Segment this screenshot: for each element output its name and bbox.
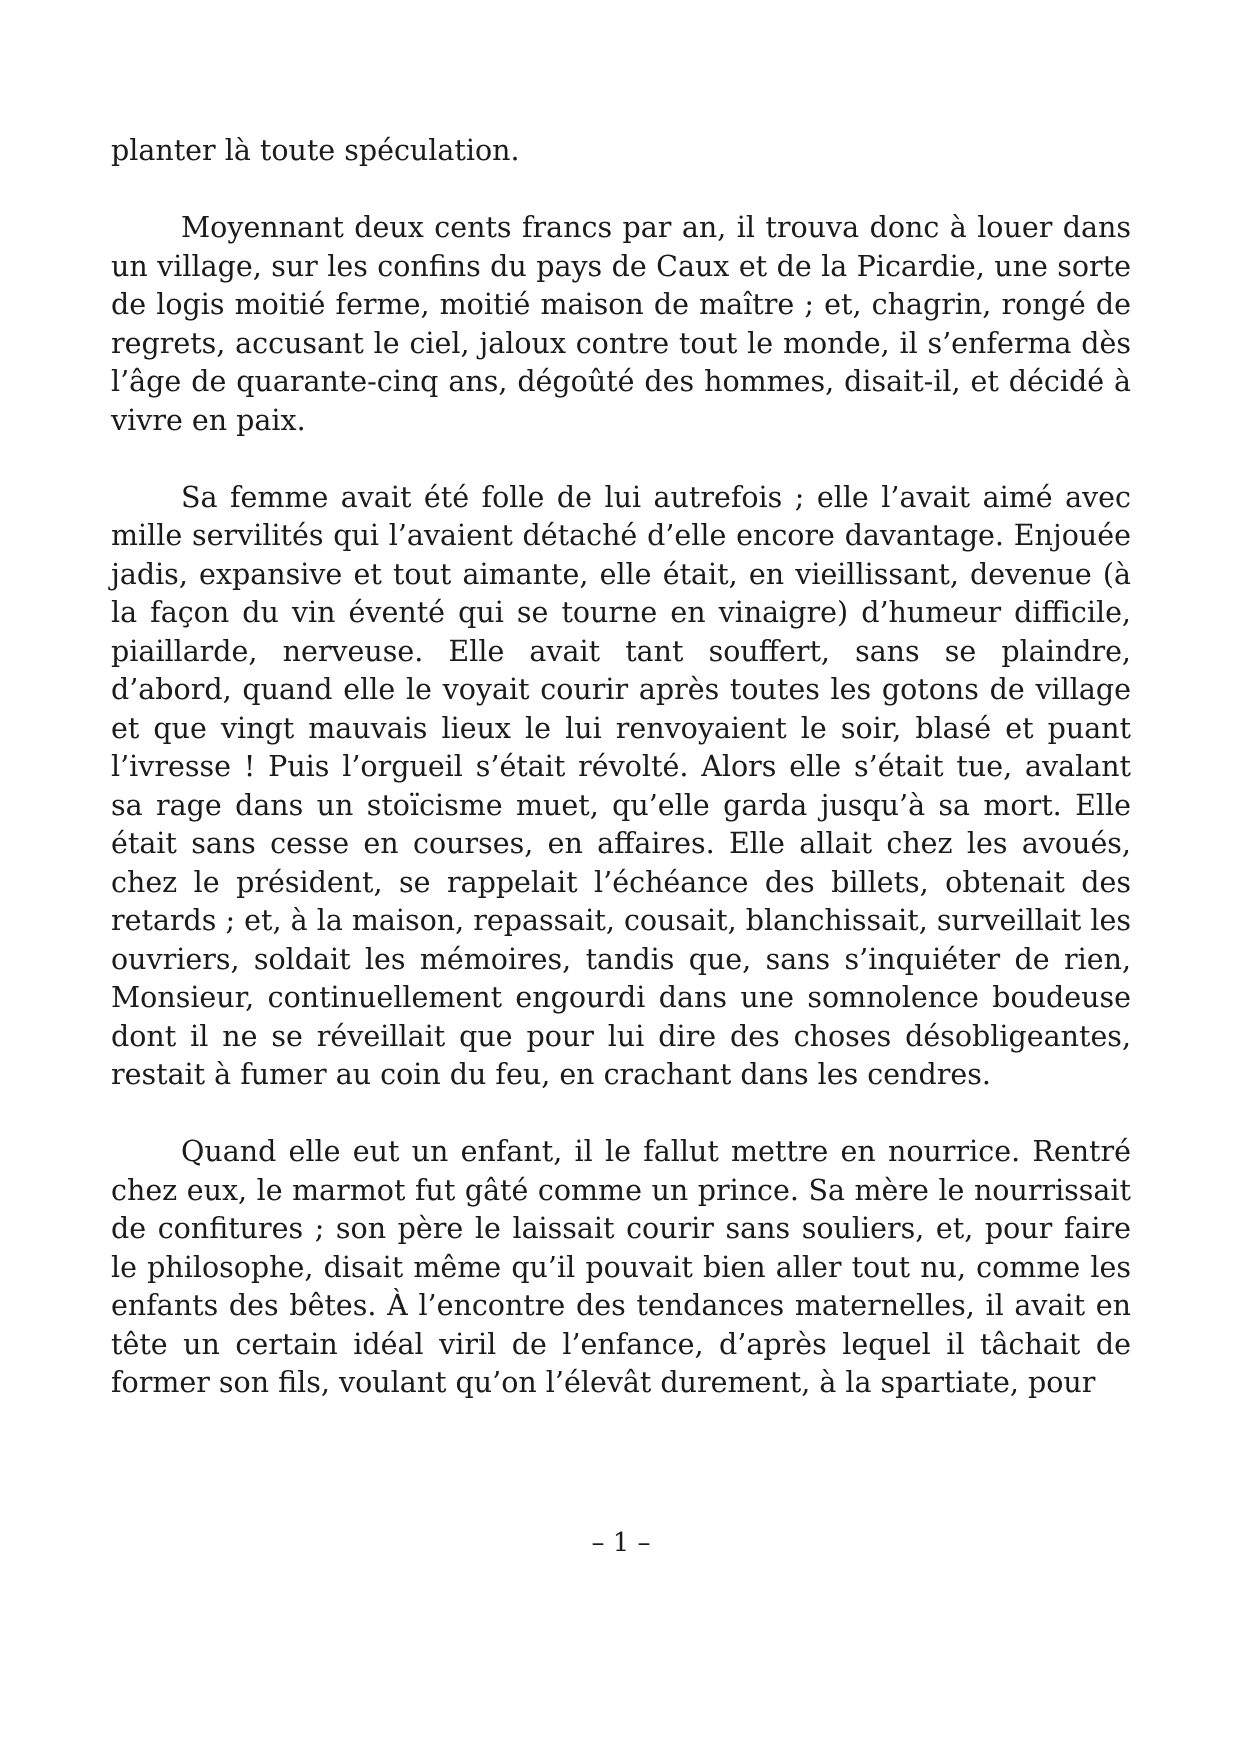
paragraph: Moyennant deux cents francs par an, il trouva donc à louer dans un village, sur les confins du pays de Caux et de la Picardie, une sorte de logis moitié ferme, moitié maison de maître ; et, chagrin, rongé de regrets, accusant le ciel, jaloux contre tout le monde, il s’enferma dès l’âge de quarante-cinq ans, dégoûté des hommes, disait-il, et décidé à vivre en paix. xyxy=(111,211,1131,437)
page-number: – 1 – xyxy=(591,1528,651,1558)
body-text xyxy=(111,132,1131,1403)
paragraph: Quand elle eut un enfant, il le fallut mettre en nourrice. Rentré chez eux, le marmot fut gâté comme un prince. Sa mère le nourrissait de confitures ; son père le laissait courir sans souliers, et, pour faire le philosophe, disait même qu’il pouvait bien aller tout nu, comme les enfants des bêtes. À l’encontre des tendances maternelles, il avait en tête un certain idéal viril de l’enfance, d’après lequel il tâchait de former son fils, voulant qu’on l’élevât durement, à la spartiate, pour xyxy=(111,1135,1131,1399)
paragraph: Sa femme avait été folle de lui autrefois ; elle l’avait aimé avec mille servilités qui l’avaient détaché d’elle encore davantage. Enjouée jadis, expansive et tout aimante, elle était, en vieillissant, devenue (à la façon du vin éventé qui se tourne en vinaigre) d’humeur difficile, piaillarde, nerveuse. Elle avait tant souffert, sans se plaindre, d’abord, quand elle le voyait courir après toutes les gotons de village et que vingt mauvais lieux le lui renvoyaient le soir, blasé et puant l’ivresse ! Puis l’orgueil s’était révolté. Alors elle s’était tue, avalant sa rage dans un stoïcisme muet, qu’elle garda jusqu’à sa mort. Elle était sans cesse en courses, en affaires. Elle allait chez les avoués, chez le président, se rappelait l’échéance des billets, obtenait des retards ; et, à la maison, repassait, cousait, blanchissait, surveillait les ouvriers, soldait les mémoires, tandis que, sans s’inquiéter de rien, Monsieur, continuellement engourdi dans une somnolence boudeuse dont il ne se réveillait que pour lui dire des choses désobligeantes, restait à fumer au coin du feu, en crachant dans les cendres. xyxy=(111,480,1131,1091)
paragraph-continuation: planter là toute spéculation. xyxy=(111,134,520,167)
